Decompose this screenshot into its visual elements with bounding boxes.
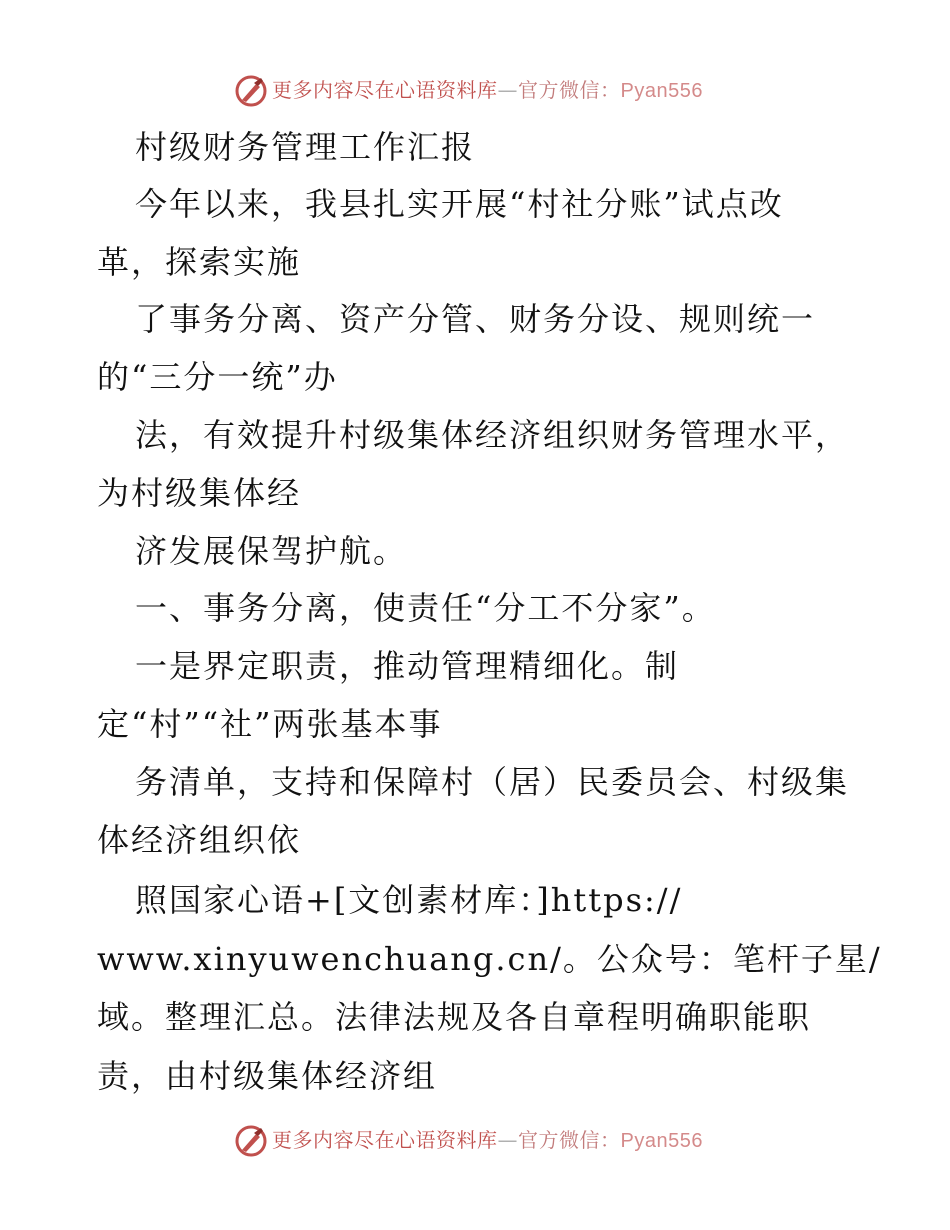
paragraph-line: 务清单，支持和保障村（居）民委员会、村级集 (135, 763, 850, 801)
watermark-dash: — (497, 1128, 518, 1152)
watermark-wechat-id: Pyan556 (620, 1130, 703, 1152)
paragraph-line: 法，有效提升村级集体经济组织财务管理水平， (135, 416, 850, 454)
footer-watermark-banner (0, 1121, 950, 1161)
pen-logo-icon (234, 1124, 268, 1158)
watermark-dash: — (497, 78, 518, 102)
watermark-wechat-label: 官方微信： (518, 78, 621, 102)
paragraph-line: 域。整理汇总。法律法规及各自章程明确职能职 (97, 998, 812, 1036)
paragraph-line: 了事务分离、资产分管、财务分设、规则统一 (135, 300, 816, 338)
paragraph-line: 济发展保驾护航。 (135, 532, 408, 570)
watermark-main-text: 更多内容尽在心语资料库 (272, 1128, 498, 1152)
watermark-wechat-id: Pyan556 (620, 80, 703, 102)
watermark-text (272, 77, 703, 104)
paragraph-line: 体经济组织依 (97, 821, 302, 859)
paragraph-line: 一是界定职责，推动管理精细化。制 (135, 647, 680, 685)
paragraph-line: 照国家心语+[文创素材库：]https:// (135, 881, 683, 919)
watermark-main-text: 更多内容尽在心语资料库 (272, 78, 498, 102)
document-title: 村级财务管理工作汇报 (135, 128, 476, 166)
watermark-text (272, 1127, 703, 1154)
paragraph-line: www.xinyuwenchuang.cn/。公众号：笔杆子星/ (97, 940, 882, 978)
watermark-wechat-label: 官方微信： (518, 1128, 621, 1152)
paragraph-line: 今年以来，我县扎实开展“村社分账”试点改 (135, 185, 784, 223)
header-watermark-banner (0, 71, 950, 111)
paragraph-line: 定“村”“社”两张基本事 (97, 705, 443, 743)
paragraph-line: 责，由村级集体经济组 (97, 1057, 438, 1095)
paragraph-line: 为村级集体经 (97, 474, 302, 512)
paragraph-line: 革，探索实施 (97, 243, 302, 281)
section-heading: 一、事务分离，使责任“分工不分家”。 (135, 589, 716, 627)
pen-logo-icon (234, 74, 268, 108)
paragraph-line: 的“三分一统”办 (97, 358, 338, 396)
